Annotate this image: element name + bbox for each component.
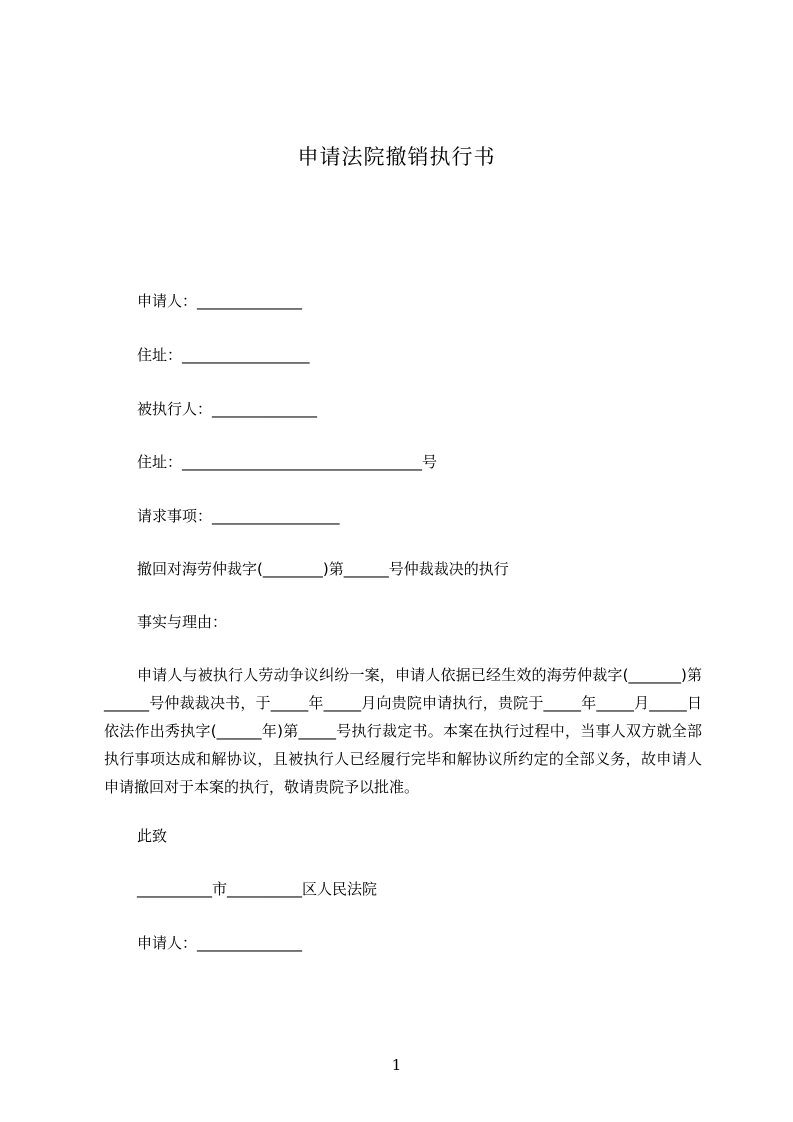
document-title: 申请法院撤销执行书 xyxy=(297,145,496,169)
court-addressee: __________市__________区人民法院 xyxy=(137,880,378,898)
salutation: 此致 xyxy=(137,827,168,845)
request-detail: 撤回对海劳仲裁字(________)第______号仲裁裁决的执行 xyxy=(137,560,509,578)
respondent-address-field: 住址：________________________________号 xyxy=(137,453,438,471)
page-number: 1 xyxy=(391,1056,402,1074)
facts-paragraph: 申请人与被执行人劳动争议纠纷一案，申请人依据已经生效的海劳仲裁字(_______)第______号仲裁裁决书，于_____年_____月向贵院申请执行，贵院于_____年_____月_____日依法作出秀执字(______年)第_____号执行裁定书。本案在执行过程中，当事人双方就全部执行事项达成和解协议，且被执行人已经履行完毕和解协议所约定的全部义务，故申请人申请撤回对于本案的执行，敬请贵院予以批准。 xyxy=(104,666,702,796)
applicant-address-field: 住址：_________________ xyxy=(137,346,310,364)
request-items-field: 请求事项：_________________ xyxy=(137,507,340,525)
applicant-field: 申请人：______________ xyxy=(137,292,303,310)
facts-heading: 事实与理由： xyxy=(137,613,228,631)
respondent-field: 被执行人：______________ xyxy=(137,400,318,418)
signature-field: 申请人：______________ xyxy=(137,934,303,952)
